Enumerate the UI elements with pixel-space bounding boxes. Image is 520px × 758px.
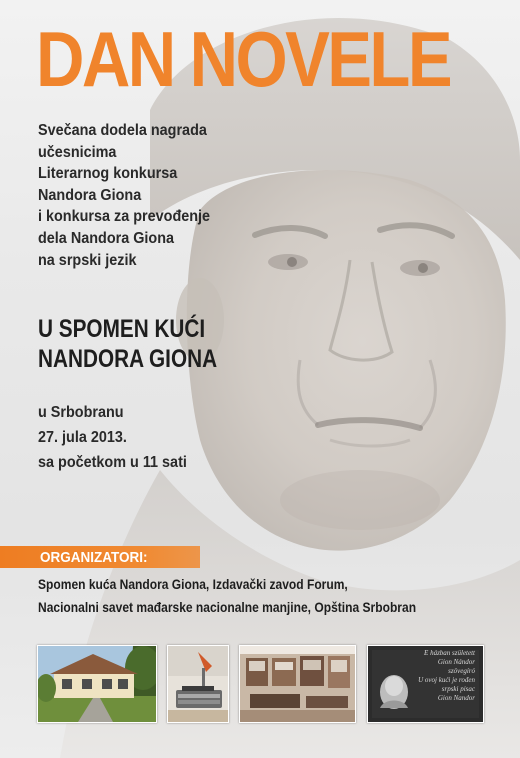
organizers-list bbox=[38, 573, 416, 619]
plaque-inscription bbox=[368, 649, 483, 703]
event-date-location bbox=[38, 400, 187, 475]
description-line: Nandora Giona bbox=[38, 186, 142, 204]
description-line: na srpski jezik bbox=[38, 251, 137, 269]
plaque-line: szövegíró bbox=[448, 667, 475, 675]
description-line: Svečana dodela nagrada bbox=[38, 122, 207, 139]
time-line: sa početkom u 11 sati bbox=[38, 454, 187, 471]
plaque-line: Gion Nandor bbox=[437, 694, 475, 702]
description-line: učesnicima bbox=[38, 143, 117, 161]
organizers-label: ORGANIZATORI: bbox=[40, 549, 148, 566]
location-line: u Srbobranu bbox=[38, 404, 124, 421]
house-photo bbox=[37, 645, 157, 723]
organizers-line: Nacionalni savet mađarske nacionalne manjine, Opština Srbobran bbox=[38, 599, 417, 615]
date-line: 27. jula 2013. bbox=[38, 429, 127, 446]
venue-heading bbox=[38, 314, 217, 374]
description-line: i konkursa za prevođenje bbox=[38, 208, 211, 226]
venue-line: U SPOMEN KUĆI bbox=[38, 315, 206, 343]
event-description bbox=[38, 120, 210, 271]
description-line: dela Nandora Giona bbox=[38, 229, 175, 247]
description-line: Literarnog konkursa bbox=[38, 165, 178, 183]
memorial-plaque-photo bbox=[367, 645, 484, 723]
plaque-line: srpski pisac bbox=[441, 685, 475, 693]
organizers-line: Spomen kuća Nandora Giona, Izdavački zavod Forum, bbox=[38, 576, 348, 592]
museum-interior-photo bbox=[239, 645, 356, 723]
venue-line: NANDORA GIONA bbox=[38, 345, 218, 373]
typewriter-photo bbox=[167, 645, 229, 723]
plaque-line: Gion Nándor bbox=[437, 658, 475, 666]
event-title: DAN NOVELE bbox=[36, 15, 450, 103]
plaque-line: U ovoj kući je rođen bbox=[418, 676, 475, 684]
plaque-line: E házban született bbox=[424, 649, 475, 657]
